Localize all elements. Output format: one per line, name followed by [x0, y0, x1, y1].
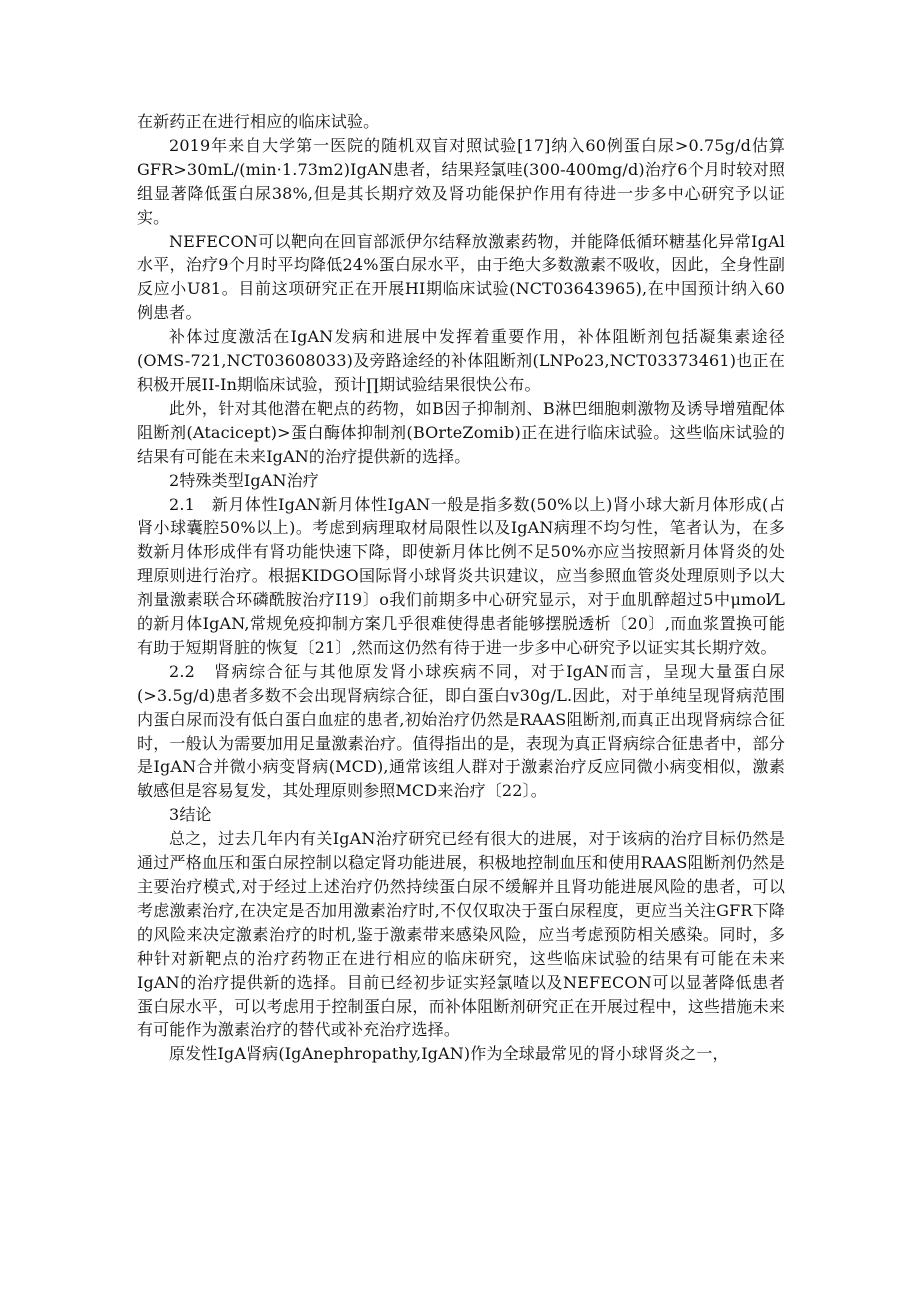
paragraph-continuation: 在新药正在进行相应的临床试验。: [137, 112, 380, 131]
paragraph-complement-inhibitors: 补体过度激活在IgAN发病和进展中发挥着重要作用，补体阻断剂包括凝集素途径(OMS-721,NCT03608033)及旁路途经的补体阻断剂(LNPo23,NCT03373461)也正在积极开展II-In期临床试验，预计∏期试验结果很快公布。: [137, 327, 785, 394]
section-heading-special-types: 2特殊类型IgAN治疗: [169, 470, 319, 490]
document-body: [137, 110, 785, 1066]
paragraph-hydroxychloroquine-trial: 2019年来自大学第一医院的随机双盲对照试验[17]纳入60例蛋白尿>0.75g/d估算GFR>30mL/(min·1.73m2)IgAN患者，结果羟氯哇(300-400mg/d)治疗6个月时较对照组显著降低蛋白尿38%,但是其长期疗效及肾功能保护作用有待进一步多中心研究予以证实。: [137, 135, 785, 227]
paragraph-nefecon: NEFECON可以靶向在回盲部派伊尔结释放激素药物，并能降低循环糖基化异常IgAl水平，治疗9个月时平均降低24%蛋白尿水平，由于绝大多数激素不吸收，因此，全身性副反应小U81。目前这项研究正在开展HI期临床试验(NCT03643965),在中国预计纳入60例患者。: [137, 231, 785, 323]
paragraph-crescentic-igan: 2.1 新月体性IgAN新月体性IgAN一般是指多数(50%以上)肾小球大新月体形成(占肾小球囊腔50%以上)。考虑到病理取材局限性以及IgAN病理不均匀性，笔者认为，在多数新月体形成伴有肾功能快速下降，即使新月体比例不足50%亦应当按照新月体肾炎的处理原则进行治疗。根据KIDGO国际肾小球肾炎共识建议，应当参照血管炎处理原则予以大剂量激素联合环磷酰胺治疗I19〕o我们前期多中心研究显示，对于血肌醉超过5中μmol⁄L的新月体IgAN,常规免疫抑制方案几乎很难使得患者能够摆脱透析〔20〕,而血浆置换可能有助于短期肾脏的恢复〔21〕,然而这仍然有待于进一步多中心研究予以证实其长期疗效。: [137, 494, 785, 657]
section-heading-conclusion: 3结论: [169, 805, 212, 825]
paragraph-igan-introduction: 原发性IgA肾病(IgAnephropathy,IgAN)作为全球最常见的肾小球肾炎之一，: [169, 1044, 729, 1064]
paragraph-other-targets: 此外，针对其他潜在靶点的药物，如B因子抑制剂、B淋巴细胞刺激物及诱导增殖配体阻断剂(Atacicept)>蛋白酶体抑制剂(BOrteZomib)正在进行临床试验。这些临床试验的结果有可能在未来IgAN的治疗提供新的选择。: [137, 398, 785, 466]
paragraph-conclusion: 总之，过去几年内有关IgAN治疗研究已经有很大的进展，对于该病的治疗目标仍然是通过严格血压和蛋白尿控制以稳定肾功能进展，积极地控制血压和使用RAAS阻断剂仍然是主要治疗模式,对于经过上述治疗仍然持续蛋白尿不缓解并且肾功能进展风险的患者，可以考虑激素治疗,在决定是否加用激素治疗时,不仅仅取决于蛋白尿程度，更应当关注GFR下降的风险来决定激素治疗的时机,鉴于激素带来感染风险，应当考虑预防相关感染。同时，多种针对新靶点的治疗药物正在进行相应的临床研究，这些临床试验的结果有可能在未来IgAN的治疗提供新的选择。目前已经初步证实羟氯喳以及NEFECON可以显著降低患者蛋白尿水平，可以考虑用于控制蛋白尿，而补体阻断剂研究正在开展过程中，这些措施未来有可能作为激素治疗的替代或补充治疗选择。: [137, 829, 785, 1040]
paragraph-nephrotic-syndrome: 2.2 肾病综合征与其他原发肾小球疾病不同，对于IgAN而言，呈现大量蛋白尿(>3.5g/d)患者多数不会出现肾病综合征，即白蛋白v30g/L.因此，对于单纯呈现肾病范围内蛋白尿而没有低白蛋白血症的患者,初始治疗仍然是RAAS阻断剂,而真正出现肾病综合征时，一般认为需要加用足量激素治疗。值得指出的是，表现为真正肾病综合征患者中，部分是IgAN合并微小病变肾病(MCD),通常该组人群对于激素治疗反应同微小病变相似，激素敏感但是容易复发，其处理原则参照MCD来治疗〔22〕。: [137, 661, 785, 801]
